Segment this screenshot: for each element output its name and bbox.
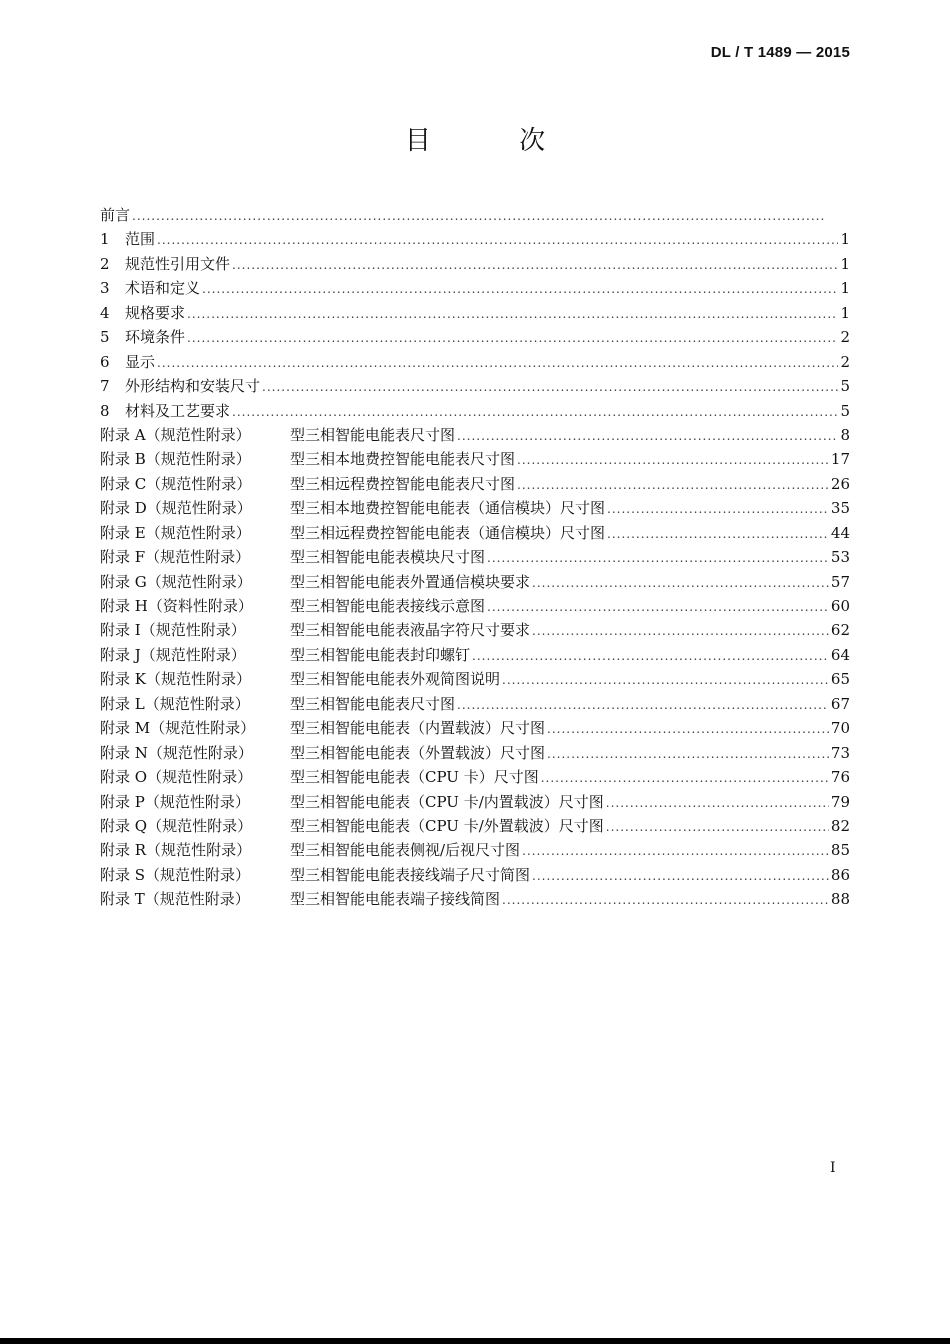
toc-entry[interactable] [100, 644, 850, 668]
toc-entry-label [100, 668, 500, 689]
toc-entry-number: 5 [100, 328, 110, 347]
standard-code: DL / T 1489 — 2015 [710, 44, 850, 61]
toc-entry-title: 型三相智能电能表（内置载波）尺寸图 [290, 719, 546, 738]
toc-entry-page: 67 [830, 694, 850, 713]
toc-entry-page: 60 [830, 597, 850, 615]
toc-entry[interactable] [100, 571, 850, 595]
toc-entry-appendix: 附录 D（规范性附录） [100, 499, 252, 518]
toc-leader-dots [487, 551, 829, 565]
toc-leader-dots [232, 405, 838, 419]
toc-entry-page: 26 [830, 474, 850, 493]
toc-leader-dots [547, 722, 829, 736]
toc-entry-appendix: 附录 I（规范性附录） [100, 621, 246, 640]
toc-leader-dots [607, 527, 829, 541]
toc-leader-dots [202, 282, 838, 296]
toc-entry-appendix: 附录 A（规范性附录） [100, 425, 251, 444]
toc-entry[interactable] [100, 888, 850, 912]
toc-entry-title: 规范性引用文件 [125, 254, 231, 273]
toc-leader-dots [157, 356, 838, 370]
toc-leader-dots [517, 453, 829, 467]
toc-entry-page: 2 [840, 328, 850, 347]
toc-entry-label [100, 644, 470, 665]
toc-entry-title: 型三相智能电能表模块尺寸图 [290, 548, 486, 567]
toc-entry[interactable] [100, 302, 850, 326]
toc-leader-dots [457, 698, 829, 712]
toc-entry-title: 外形结构和安装尺寸 [125, 377, 261, 396]
toc-entry-title: 型三相智能电能表液晶字符尺寸要求 [290, 621, 531, 640]
toc-entry-label [100, 791, 604, 812]
toc-entry-page: 70 [830, 719, 850, 738]
toc-entry-page: 82 [830, 816, 850, 835]
toc-entry-title: 环境条件 [125, 328, 186, 347]
toc-entry-appendix: 附录 M（规范性附录） [100, 719, 256, 738]
toc-entry-page: 76 [830, 768, 850, 787]
toc-entry[interactable] [100, 815, 850, 839]
toc-entry-appendix: 附录 G（规范性附录） [100, 572, 252, 591]
toc-entry-title: 型三相智能电能表外置通信模块要求 [290, 572, 531, 591]
toc-entry-label [100, 473, 515, 494]
toc-entry-label [100, 448, 515, 469]
toc-entry-page: 57 [830, 572, 850, 591]
toc-entry-page: 79 [830, 792, 850, 811]
toc-entry-page: 1 [840, 303, 850, 322]
toc-entry-page: 44 [830, 523, 850, 542]
toc-entry-appendix: 附录 O（规范性附录） [100, 768, 253, 787]
toc-leader-dots [262, 380, 838, 394]
toc-entry-title: 型三相智能电能表（CPU 卡/内置载波）尺寸图 [290, 792, 604, 811]
toc-entry-appendix: 附录 H（资料性附录） [100, 597, 253, 615]
toc-entry-title: 前言 [100, 206, 131, 224]
toc-entry[interactable] [100, 424, 850, 448]
toc-leader-dots [187, 307, 838, 321]
toc-entry-label [100, 815, 604, 836]
toc-entry-title: 型三相本地费控智能电能表（通信模块）尺寸图 [290, 499, 606, 518]
toc-entry-number: 8 [100, 401, 110, 420]
toc-entry-page: 53 [830, 548, 850, 567]
toc-entry-page: 1 [840, 279, 850, 298]
toc-leader-dots [607, 502, 829, 516]
toc-leader-dots [232, 258, 838, 272]
toc-entry-label [100, 546, 485, 567]
toc-entry-appendix: 附录 C（规范性附录） [100, 474, 252, 493]
toc-entry-label [100, 375, 260, 396]
toc-entry-title: 型三相智能电能表封印螺钉 [290, 645, 471, 664]
toc-leader-dots [532, 869, 829, 883]
toc-entry-label [100, 351, 155, 372]
toc-entry-title: 型三相远程费控智能电能表尺寸图 [290, 474, 516, 493]
toc-entry-page: 8 [840, 425, 850, 444]
toc-entry-number: 6 [100, 352, 110, 371]
toc-entry-title: 型三相智能电能表（外置载波）尺寸图 [290, 743, 546, 762]
toc-entry[interactable] [100, 326, 850, 350]
toc-entry[interactable] [100, 595, 850, 619]
toc-leader-dots [547, 747, 829, 761]
page-bottom-border [0, 1338, 950, 1344]
toc-entry-label [100, 424, 455, 445]
toc-leader-dots [502, 673, 829, 687]
toc-entry[interactable] [100, 766, 850, 790]
toc-entry-appendix: 附录 F（规范性附录） [100, 548, 251, 567]
toc-leader-dots [606, 820, 829, 834]
toc-entry-page: 1 [840, 254, 850, 273]
toc-entry-page: 73 [830, 743, 850, 762]
toc-entry-page: 2 [840, 352, 850, 371]
toc-entry[interactable] [100, 791, 850, 815]
toc-entry-label [100, 571, 530, 592]
toc-entry-page: 17 [830, 450, 850, 469]
toc-entry-title: 型三相本地费控智能电能表尺寸图 [290, 450, 516, 469]
toc-entry-title: 型三相智能电能表侧视/后视尺寸图 [290, 841, 521, 860]
toc-entry[interactable] [100, 619, 850, 643]
toc-entry-page: 5 [840, 377, 850, 396]
page-number: I [830, 1160, 836, 1176]
toc-entry-label [100, 693, 455, 714]
toc-entry-number: 2 [100, 254, 110, 273]
toc-leader-dots [457, 429, 838, 443]
toc-entry-appendix: 附录 B（规范性附录） [100, 450, 251, 469]
toc-entry-page: 86 [830, 865, 850, 884]
toc-entry-label [100, 326, 185, 347]
toc-entry-appendix: 附录 N（规范性附录） [100, 743, 253, 762]
toc-entry-label [100, 595, 485, 616]
toc-entry[interactable] [100, 351, 850, 375]
toc-entry-title: 型三相智能电能表端子接线简图 [290, 890, 501, 909]
toc-leader-dots [517, 478, 829, 492]
toc-entry-title: 显示 [125, 352, 156, 371]
toc-entry-label [100, 522, 605, 543]
toc-entry-title: 型三相智能电能表尺寸图 [290, 425, 456, 444]
toc-entry-title: 范围 [125, 230, 156, 249]
toc-entry-appendix: 附录 Q（规范性附录） [100, 816, 253, 835]
toc-entry-number: 4 [100, 303, 110, 322]
toc-entry[interactable] [100, 864, 850, 888]
toc-leader-dots [187, 331, 838, 345]
toc-entry-title: 术语和定义 [125, 279, 201, 298]
toc-entry[interactable] [100, 742, 850, 766]
toc-entry-label [100, 302, 185, 323]
toc-leader-dots [157, 233, 838, 247]
toc-entry-page: 65 [830, 670, 850, 689]
toc-entry-page: 5 [840, 401, 850, 420]
toc-entry-appendix: 附录 S（规范性附录） [100, 865, 251, 884]
toc-entry-appendix: 附录 J（规范性附录） [100, 645, 246, 664]
toc-entry-appendix: 附录 R（规范性附录） [100, 841, 252, 860]
toc-leader-dots [532, 624, 829, 638]
toc-entry-page: 64 [830, 645, 850, 664]
page-title: 目 次 [404, 126, 586, 156]
toc-entry-number: 1 [100, 230, 110, 249]
toc-entry[interactable] [100, 522, 850, 546]
toc-entry-page: 88 [830, 890, 850, 909]
toc-entry[interactable] [100, 717, 850, 741]
toc-entry-label [100, 742, 545, 763]
toc-entry-page: 85 [830, 841, 850, 860]
toc-entry-appendix: 附录 K（规范性附录） [100, 670, 251, 689]
toc-entry-appendix: 附录 T（规范性附录） [100, 890, 250, 909]
toc-entry-appendix: 附录 E（规范性附录） [100, 523, 251, 542]
toc-leader-dots [502, 893, 829, 907]
toc-entry[interactable] [100, 448, 850, 472]
toc-leader-dots [532, 576, 829, 590]
toc-leader-dots [541, 771, 829, 785]
toc-entry-title: 规格要求 [125, 303, 186, 322]
toc-entry-appendix: 附录 L（规范性附录） [100, 694, 250, 713]
toc-entry[interactable] [100, 277, 850, 301]
toc-entry-title: 型三相远程费控智能电能表（通信模块）尺寸图 [290, 523, 606, 542]
toc-entry-label [100, 277, 200, 298]
toc-entry[interactable] [100, 253, 850, 277]
toc-entry[interactable] [100, 497, 850, 521]
toc-entry-label [100, 619, 530, 640]
toc-entry-title: 型三相智能电能表（CPU 卡）尺寸图 [290, 768, 539, 787]
table-of-contents [100, 204, 850, 913]
toc-entry[interactable] [100, 839, 850, 863]
toc-entry-title: 型三相智能电能表接线示意图 [290, 597, 486, 615]
toc-entry-title: 型三相智能电能表尺寸图 [290, 694, 456, 713]
toc-entry-label [100, 204, 130, 225]
toc-entry-label [100, 228, 155, 249]
toc-leader-dots [522, 844, 829, 858]
toc-entry-page: 35 [830, 499, 850, 518]
toc-entry-label [100, 766, 539, 787]
toc-entry[interactable] [100, 546, 850, 570]
toc-entry[interactable] [100, 228, 850, 252]
toc-entry-appendix: 附录 P（规范性附录） [100, 792, 250, 811]
toc-entry-page: 62 [830, 621, 850, 640]
toc-entry-label [100, 497, 605, 518]
toc-leader-dots [606, 796, 829, 810]
toc-entry-label [100, 888, 500, 909]
toc-entry-title: 材料及工艺要求 [125, 401, 231, 420]
toc-entry[interactable] [100, 668, 850, 692]
toc-entry-title: 型三相智能电能表外观简图说明 [290, 670, 501, 689]
toc-entry[interactable] [100, 204, 850, 228]
toc-entry-label [100, 717, 545, 738]
toc-entry-number: 3 [100, 279, 110, 298]
toc-leader-dots [487, 600, 829, 614]
toc-entry-page: 1 [840, 230, 850, 249]
toc-entry-label [100, 253, 230, 274]
toc-entry[interactable] [100, 473, 850, 497]
toc-entry-label [100, 864, 530, 885]
toc-entry-title: 型三相智能电能表（CPU 卡/外置载波）尺寸图 [290, 816, 604, 835]
toc-leader-dots [132, 209, 826, 223]
toc-leader-dots [472, 649, 829, 663]
toc-entry-number: 7 [100, 377, 110, 396]
toc-entry[interactable] [100, 375, 850, 399]
toc-entry-title: 型三相智能电能表接线端子尺寸简图 [290, 865, 531, 884]
toc-entry[interactable] [100, 693, 850, 717]
toc-entry-label [100, 400, 230, 421]
toc-entry[interactable] [100, 400, 850, 424]
toc-entry-label [100, 839, 520, 860]
